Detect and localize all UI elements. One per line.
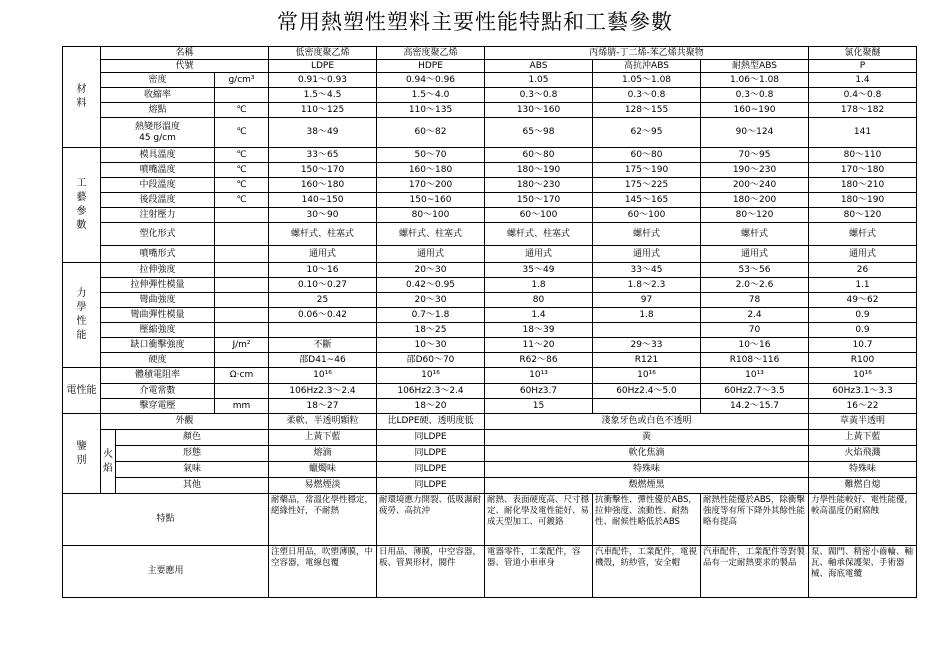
row-label: 氣味 <box>116 462 269 478</box>
row-label: 模具溫度 <box>101 148 215 163</box>
data-cell: 螺杆式 <box>701 223 809 246</box>
data-cell: 0.10～0.27 <box>269 278 377 293</box>
data-cell: 2.0～2.6 <box>701 278 809 293</box>
data-cell: 螺杆式 <box>593 223 701 246</box>
applications-label: 主要應用 <box>63 546 269 598</box>
data-cell: 火焰飛濺 <box>809 446 917 462</box>
material-section-label: 材 料 <box>63 47 101 148</box>
data-cell: 1.4 <box>809 73 917 88</box>
data-cell: 0.3～0.8 <box>701 88 809 103</box>
row-unit <box>215 384 269 399</box>
data-cell: 燬燃煙黑 <box>485 478 809 494</box>
table-row <box>63 60 917 73</box>
table-row <box>63 399 917 414</box>
data-cell: 175～190 <box>593 163 701 178</box>
table-row <box>63 384 917 399</box>
data-cell: 49～62 <box>809 293 917 308</box>
data-cell: 150～170 <box>269 163 377 178</box>
data-cell: 180～230 <box>485 178 593 193</box>
data-cell: 同LDPE <box>377 478 485 494</box>
data-cell: 1.5～4.5 <box>269 88 377 103</box>
data-cell: 10～30 <box>377 338 485 353</box>
data-cell: 80～120 <box>701 208 809 223</box>
data-cell: 1.05～1.08 <box>593 73 701 88</box>
data-cell: 78 <box>701 293 809 308</box>
data-cell: 18～27 <box>269 399 377 414</box>
mechanical-section-label: 力 學 性 能 <box>63 263 101 368</box>
table-row <box>63 278 917 293</box>
ldpe-name: 低密度聚乙烯 <box>269 47 377 60</box>
data-cell: 邵D41~46 <box>269 353 377 368</box>
data-cell: 60Hz2.7～3.5 <box>701 384 809 399</box>
data-cell: 1.4 <box>485 308 593 323</box>
data-cell: 106Hz2.3～2.4 <box>269 384 377 399</box>
code-cell: ABS <box>485 60 593 73</box>
data-cell: 0.9 <box>809 308 917 323</box>
table-row <box>63 446 917 462</box>
data-cell: 螺杆式 <box>809 223 917 246</box>
data-cell: 170～200 <box>377 178 485 193</box>
row-label: 其他 <box>116 478 269 494</box>
data-cell: 通用式 <box>485 246 593 263</box>
data-cell: 150～170 <box>485 193 593 208</box>
data-cell: 0.9 <box>809 323 917 338</box>
data-cell: 145～165 <box>593 193 701 208</box>
row-unit <box>215 208 269 223</box>
data-cell: R62～86 <box>485 353 593 368</box>
text-cell: 耐環境應力開裂、低吸濕耐疲勞、高抗沖 <box>377 494 485 546</box>
data-cell: 60～100 <box>593 208 701 223</box>
data-cell: 175～225 <box>593 178 701 193</box>
data-cell: 特殊味 <box>485 462 809 478</box>
row-unit: ℃ <box>215 118 269 148</box>
table-row <box>63 353 917 368</box>
data-cell: 30～90 <box>269 208 377 223</box>
data-cell: R108～116 <box>701 353 809 368</box>
row-unit: ℃ <box>215 163 269 178</box>
data-cell: 18～25 <box>377 323 485 338</box>
code-cell: LDPE <box>269 60 377 73</box>
text-cell: 汽車配件，工業配件，電視機殼，紡紗管，安全帽 <box>593 546 701 598</box>
data-cell: 170～180 <box>809 163 917 178</box>
hdpe-name: 高密度聚乙烯 <box>377 47 485 60</box>
table-row <box>63 263 917 278</box>
data-cell: 熔滴 <box>269 446 377 462</box>
row-label: 擊穿電壓 <box>101 399 215 414</box>
data-cell: 11～20 <box>485 338 593 353</box>
data-cell: 20～30 <box>377 293 485 308</box>
data-cell: 通用式 <box>809 246 917 263</box>
data-cell: R121 <box>593 353 701 368</box>
row-unit <box>215 88 269 103</box>
data-cell: 通用式 <box>377 246 485 263</box>
table-row <box>63 163 917 178</box>
data-cell: 35～49 <box>485 263 593 278</box>
document-title: 常用熱塑性塑料主要性能特點和工藝參數 <box>277 10 673 34</box>
row-label: 體積電阻率 <box>101 368 215 384</box>
table-row <box>63 368 917 384</box>
text-cell: 泵、閥門、精密小齒輪、軸瓦、軸承保護架、手術器械、海底電纜 <box>809 546 917 598</box>
data-cell: 25 <box>269 293 377 308</box>
data-cell: 1.8～2.3 <box>593 278 701 293</box>
data-cell: 柔軟、半透明顆粒 <box>269 414 377 430</box>
table-row <box>63 323 917 338</box>
data-cell: 特殊味 <box>809 462 917 478</box>
row-label: 介電常數 <box>101 384 215 399</box>
data-cell: 草黃半透明 <box>809 414 917 430</box>
row-unit <box>215 323 269 338</box>
row-label: 彎曲彈性模量 <box>101 308 215 323</box>
data-cell: 33～65 <box>269 148 377 163</box>
data-cell: 0.3～0.8 <box>593 88 701 103</box>
data-cell: 110～125 <box>269 103 377 118</box>
table-row <box>63 546 917 598</box>
row-unit: Ω·cm <box>215 368 269 384</box>
row-label: 噴嘴溫度 <box>101 163 215 178</box>
row-label: 塑化形式 <box>101 223 215 246</box>
table-row <box>63 118 917 148</box>
abs-group-name: 丙烯腈-丁二烯-苯乙烯共聚物 <box>485 47 809 60</box>
table-row <box>63 47 917 60</box>
row-unit: g/cm³ <box>215 73 269 88</box>
data-cell: 10¹⁶ <box>593 368 701 384</box>
row-unit <box>215 223 269 246</box>
data-cell: 同LDPE <box>377 462 485 478</box>
row-label: 中段溫度 <box>101 178 215 193</box>
table-row <box>63 208 917 223</box>
data-cell: 26 <box>809 263 917 278</box>
data-cell: 60～80 <box>485 148 593 163</box>
data-cell: 160～180 <box>269 178 377 193</box>
data-cell: 141 <box>809 118 917 148</box>
pvc-name: 氯化聚醚 <box>809 47 917 60</box>
table-row <box>63 414 917 430</box>
text-cell: 汽車配件，工業配件等對製品有一定耐熱要求的製品 <box>701 546 809 598</box>
table-row <box>63 293 917 308</box>
data-cell: 180～210 <box>809 178 917 193</box>
data-cell: 0.3～0.8 <box>485 88 593 103</box>
data-cell: 65～98 <box>485 118 593 148</box>
row-label: 熔點 <box>101 103 215 118</box>
table-row <box>63 494 917 546</box>
row-unit <box>215 293 269 308</box>
data-cell: 50～70 <box>377 148 485 163</box>
row-label: 外觀 <box>101 414 269 430</box>
data-cell: 62～95 <box>593 118 701 148</box>
data-cell: 60Hz3.1～3.3 <box>809 384 917 399</box>
data-cell: 0.7～1.8 <box>377 308 485 323</box>
table-row <box>63 223 917 246</box>
data-cell: 上黃下藍 <box>809 430 917 446</box>
data-cell: 106Hz2.3～2.4 <box>377 384 485 399</box>
data-cell: 10¹⁶ <box>809 368 917 384</box>
data-cell: 190～230 <box>701 163 809 178</box>
data-cell: 33～45 <box>593 263 701 278</box>
data-cell: 160～180 <box>377 163 485 178</box>
properties-table <box>62 46 917 598</box>
table-row <box>63 246 917 263</box>
table-row <box>63 338 917 353</box>
data-cell: 178～182 <box>809 103 917 118</box>
data-cell: 1.05 <box>485 73 593 88</box>
data-cell: 蠟燭味 <box>269 462 377 478</box>
data-cell: 黃 <box>485 430 809 446</box>
data-cell: 同LDPE <box>377 446 485 462</box>
data-cell: 0.4～0.8 <box>809 88 917 103</box>
table-row <box>63 462 917 478</box>
data-cell: 60Hz2.4～5.0 <box>593 384 701 399</box>
data-cell: 通用式 <box>593 246 701 263</box>
row-unit: ℃ <box>215 178 269 193</box>
data-cell: 200～240 <box>701 178 809 193</box>
data-cell: 18～20 <box>377 399 485 414</box>
row-label: 形態 <box>116 446 269 462</box>
row-unit: ℃ <box>215 148 269 163</box>
identify-section-label: 鑒 別 <box>63 414 101 494</box>
data-cell: R100 <box>809 353 917 368</box>
data-cell: 128～155 <box>593 103 701 118</box>
row-label: 注射壓力 <box>101 208 215 223</box>
data-cell: 110～135 <box>377 103 485 118</box>
features-label: 特點 <box>63 494 269 546</box>
data-cell: 1.8 <box>593 308 701 323</box>
row-unit <box>215 263 269 278</box>
row-unit: ℃ <box>215 103 269 118</box>
data-cell: 上黃下藍 <box>269 430 377 446</box>
data-cell: 比LDPE硬、透明度低 <box>377 414 485 430</box>
data-cell: 1.1 <box>809 278 917 293</box>
data-cell: 10.7 <box>809 338 917 353</box>
process-section-label: 工 藝 參 數 <box>63 148 101 263</box>
data-cell <box>593 323 701 338</box>
row-label: 拉伸強度 <box>101 263 215 278</box>
table-row <box>63 193 917 208</box>
data-cell: 180～190 <box>809 193 917 208</box>
data-cell: 0.42～0.95 <box>377 278 485 293</box>
text-cell: 電器零件，工業配件，容器、管道小車車身 <box>485 546 593 598</box>
data-cell: 97 <box>593 293 701 308</box>
name-header: 名稱 <box>101 47 269 60</box>
data-cell <box>593 399 701 414</box>
data-cell: 10～16 <box>701 338 809 353</box>
data-cell: 160~190 <box>701 103 809 118</box>
table-row <box>63 308 917 323</box>
data-cell: 20～30 <box>377 263 485 278</box>
electrical-section-label: 電性能 <box>63 368 101 414</box>
data-cell: 1.5～4.0 <box>377 88 485 103</box>
data-cell: 60～100 <box>485 208 593 223</box>
data-cell: 53～56 <box>701 263 809 278</box>
data-cell: 60Hz3.7 <box>485 384 593 399</box>
data-cell: 16～22 <box>809 399 917 414</box>
table-row <box>63 178 917 193</box>
table-row <box>63 430 917 446</box>
data-cell: 180～200 <box>701 193 809 208</box>
text-cell: 耐藥品，常溫化學性穩定，絕緣性好，不耐熱 <box>269 494 377 546</box>
text-cell: 抗衝擊性、彈性優於ABS，拉伸強度、流動性、耐熱性、耐候性略低於ABS <box>593 494 701 546</box>
row-label: 熱變形溫度 45 g/cm <box>101 118 215 148</box>
data-cell: 130～160 <box>485 103 593 118</box>
row-label: 噴嘴形式 <box>101 246 215 263</box>
code-cell: P <box>809 60 917 73</box>
text-cell: 力學性能較好、電性能優，較高溫度仍耐腐蝕 <box>809 494 917 546</box>
row-label: 密度 <box>101 73 215 88</box>
row-unit <box>215 308 269 323</box>
text-cell: 注塑日用品，吹塑薄膜，中空容器，電線包覆 <box>269 546 377 598</box>
data-cell: 140~150 <box>269 193 377 208</box>
data-cell: 螺杆式、柱塞式 <box>377 223 485 246</box>
fire-label: 火 焰 <box>101 430 116 494</box>
data-cell: 60～80 <box>593 148 701 163</box>
data-cell: 10¹⁶ <box>269 368 377 384</box>
data-cell: 0.91～0.93 <box>269 73 377 88</box>
data-cell: 0.94～0.96 <box>377 73 485 88</box>
data-cell: 10¹³ <box>485 368 593 384</box>
data-cell: 80～100 <box>377 208 485 223</box>
row-label: 收縮率 <box>101 88 215 103</box>
row-unit: mm <box>215 399 269 414</box>
row-label: 缺口衝擊強度 <box>101 338 215 353</box>
text-cell: 日用品，薄膜，中空容器，板、管異形材，閥件 <box>377 546 485 598</box>
data-cell: 10¹⁶ <box>377 368 485 384</box>
row-unit <box>215 353 269 368</box>
text-cell: 耐熱性能優於ABS，除衝擊強度等有所下降外其餘性能略有提高 <box>701 494 809 546</box>
data-cell: 軟化焦滴 <box>485 446 809 462</box>
data-cell: 1.8 <box>485 278 593 293</box>
data-cell: 難燃自熄 <box>809 478 917 494</box>
row-label: 後段溫度 <box>101 193 215 208</box>
table-row <box>63 103 917 118</box>
data-cell: 80 <box>485 293 593 308</box>
data-cell: 38～49 <box>269 118 377 148</box>
code-header: 代號 <box>101 60 269 73</box>
data-cell <box>269 323 377 338</box>
data-cell: 80～110 <box>809 148 917 163</box>
data-cell: 2.4 <box>701 308 809 323</box>
row-label: 彎曲強度 <box>101 293 215 308</box>
data-cell: 150~160 <box>377 193 485 208</box>
data-cell: 29～33 <box>593 338 701 353</box>
code-cell: 高抗沖ABS <box>593 60 701 73</box>
data-cell: 邵D60～70 <box>377 353 485 368</box>
row-unit: ℃ <box>215 193 269 208</box>
data-cell: 180～190 <box>485 163 593 178</box>
table-row <box>63 148 917 163</box>
row-unit: J/m² <box>215 338 269 353</box>
row-label: 拉伸彈性模量 <box>101 278 215 293</box>
data-cell: 70～95 <box>701 148 809 163</box>
row-label: 顏色 <box>116 430 269 446</box>
data-cell: 通用式 <box>701 246 809 263</box>
text-cell: 耐熱、表面硬度高、尺寸穩定、耐化學及電性能好、易成天型加工、可鍍鉻 <box>485 494 593 546</box>
data-cell: 60～82 <box>377 118 485 148</box>
data-cell: 80～120 <box>809 208 917 223</box>
table-row <box>63 88 917 103</box>
code-cell: HDPE <box>377 60 485 73</box>
data-cell: 10¹³ <box>701 368 809 384</box>
data-cell: 70 <box>701 323 809 338</box>
table-row <box>63 478 917 494</box>
data-cell: 1.06～1.08 <box>701 73 809 88</box>
data-cell: 同LDPE <box>377 430 485 446</box>
data-cell: 淺象牙色或白色不透明 <box>485 414 809 430</box>
row-label: 硬度 <box>101 353 215 368</box>
data-cell: 10～16 <box>269 263 377 278</box>
data-cell: 螺杆式、柱塞式 <box>485 223 593 246</box>
row-unit <box>215 278 269 293</box>
data-cell: 螺杆式、柱塞式 <box>269 223 377 246</box>
data-cell: 18～39 <box>485 323 593 338</box>
row-unit <box>215 246 269 263</box>
row-label: 壓縮強度 <box>101 323 215 338</box>
data-cell: 90～124 <box>701 118 809 148</box>
data-cell: 14.2～15.7 <box>701 399 809 414</box>
table-row <box>63 73 917 88</box>
data-cell: 通用式 <box>269 246 377 263</box>
data-cell: 易燃煙淡 <box>269 478 377 494</box>
data-cell: 不斷 <box>269 338 377 353</box>
data-cell: 0.06～0.42 <box>269 308 377 323</box>
data-cell: 15 <box>485 399 593 414</box>
code-cell: 耐熱型ABS <box>701 60 809 73</box>
